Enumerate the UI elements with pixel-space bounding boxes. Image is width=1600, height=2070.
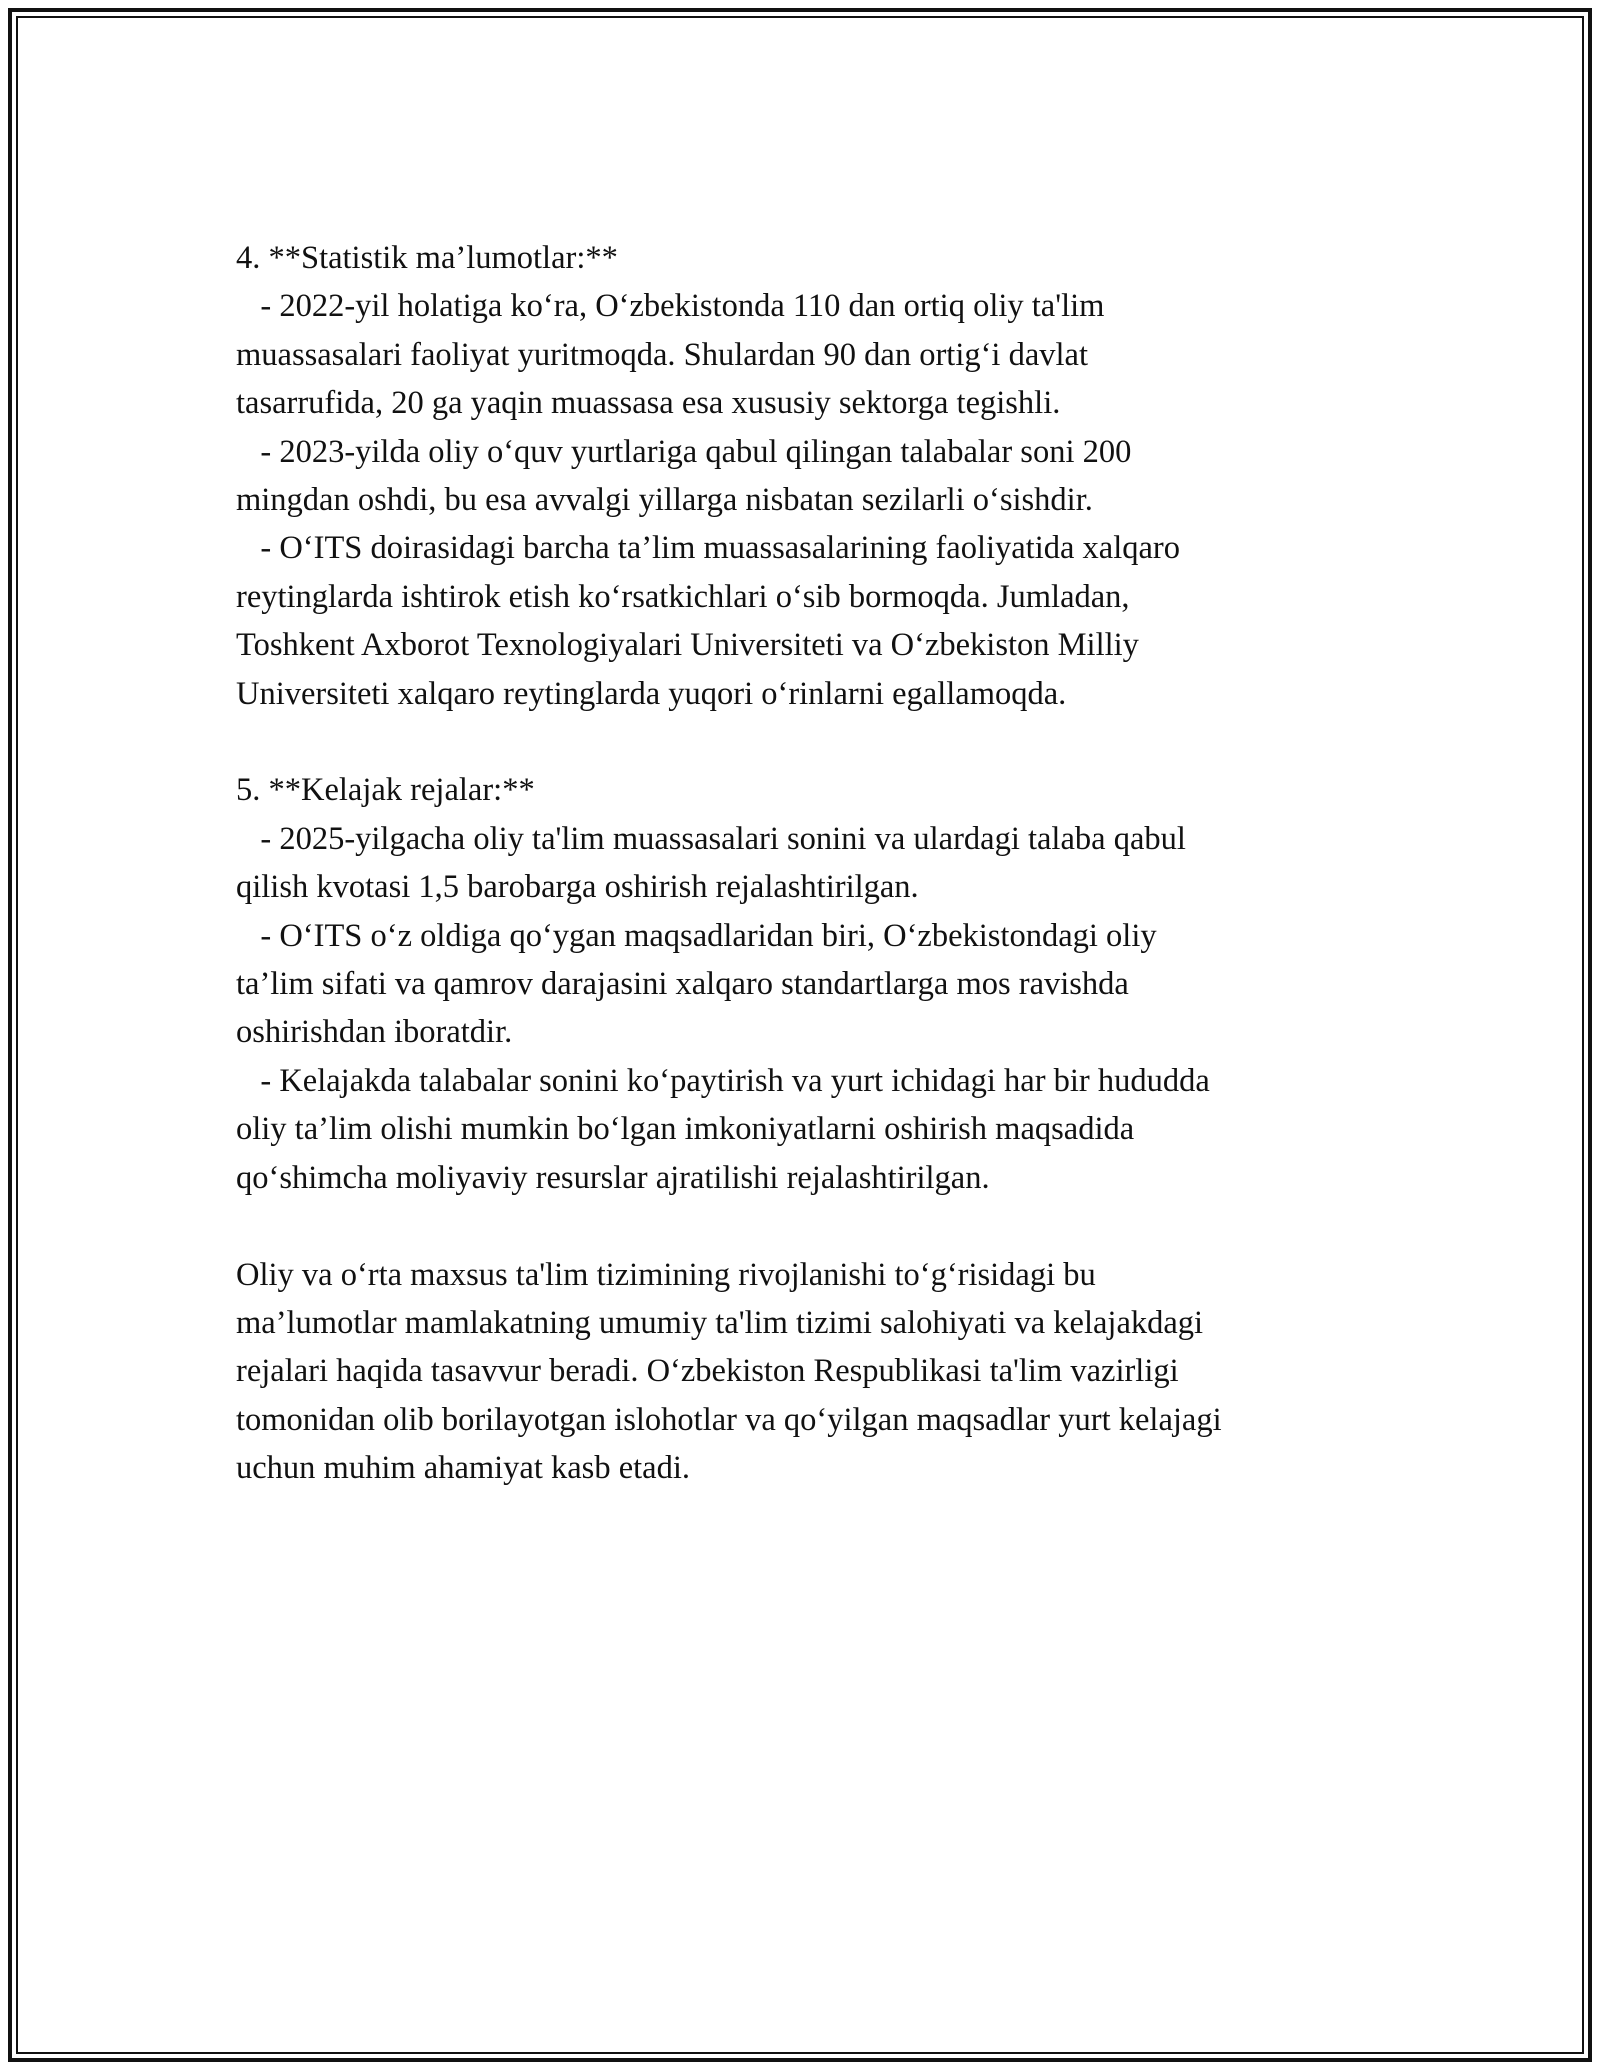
text-line: muassasalari faoliyat yuritmoqda. Shulardan 90 dan ortig‘i davlat [236,336,1088,373]
section-future-plans [236,766,1366,1202]
section-heading: 4. **Statistik ma’lumotlar:** [236,240,618,276]
text-line: ta’lim sifati va qamrov darajasini xalqaro standartlarga mos ravishda [236,966,1129,1003]
text-line: qo‘shimcha moliyaviy resurslar ajratilishi rejalashtirilgan. [236,1159,990,1196]
text-line: - 2025-yilgacha oliy ta'lim muassasalari sonini va ulardagi talaba qabul [236,820,1186,857]
text-line: - 2023-yilda oliy o‘quv yurtlariga qabul qilingan talabalar soni 200 [236,433,1132,470]
text-line: tasarrufida, 20 ga yaqin muassasa esa xususiy sektorga tegishli. [236,385,1061,422]
text-line: - O‘ITS doirasidagi barcha ta’lim muassasalarining faoliyatida xalqaro [236,530,1180,567]
text-line: tomonidan olib borilayotgan islohotlar va qo‘yilgan maqsadlar yurt kelajagi [236,1401,1222,1438]
text-line: uchun muhim ahamiyat kasb etadi. [236,1450,690,1487]
text-line: oliy ta’lim olishi mumkin bo‘lgan imkoniyatlarni oshirish maqsadida [236,1111,1135,1148]
text-line: Oliy va o‘rta maxsus ta'lim tizimining rivojlanishi to‘g‘risidagi bu [236,1256,1096,1293]
section-heading: 5. **Kelajak rejalar:** [236,772,535,809]
text-line: oshirishdan iboratdir. [236,1014,513,1051]
text-line: mingdan oshdi, bu esa avvalgi yillarga nisbatan sezilarli o‘sishdir. [236,482,1093,519]
document-body [236,234,1366,1493]
text-line: ma’lumotlar mamlakatning umumiy ta'lim tizimi salohiyati va kelajakdagi [236,1304,1204,1341]
text-line: Universiteti xalqaro reytinglarda yuqori o‘rinlarni egallamoqda. [236,675,1067,712]
text-line: rejalari haqida tasavvur beradi. O‘zbekiston Respublikasi ta'lim vazirligi [236,1353,1179,1390]
conclusion-paragraph [236,1251,1366,1493]
section-statistics [236,234,1366,718]
text-line: reytinglarda ishtirok etish ko‘rsatkichlari o‘sib bormoqda. Jumladan, [236,578,1130,615]
paragraph-gap [236,718,1366,766]
text-line: - O‘ITS o‘z oldiga qo‘ygan maqsadlaridan biri, O‘zbekistondagi oliy [236,917,1157,954]
text-line: - Kelajakda talabalar sonini ko‘paytirish va yurt ichidagi har bir hududda [236,1062,1210,1099]
text-line: Toshkent Axborot Texnologiyalari Universiteti va O‘zbekiston Milliy [236,627,1139,664]
text-line: qilish kvotasi 1,5 barobarga oshirish rejalashtirilgan. [236,869,919,906]
paragraph-gap [236,1202,1366,1250]
text-line: - 2022-yil holatiga ko‘ra, O‘zbekistonda 110 dan ortiq oliy ta'lim [236,288,1105,325]
